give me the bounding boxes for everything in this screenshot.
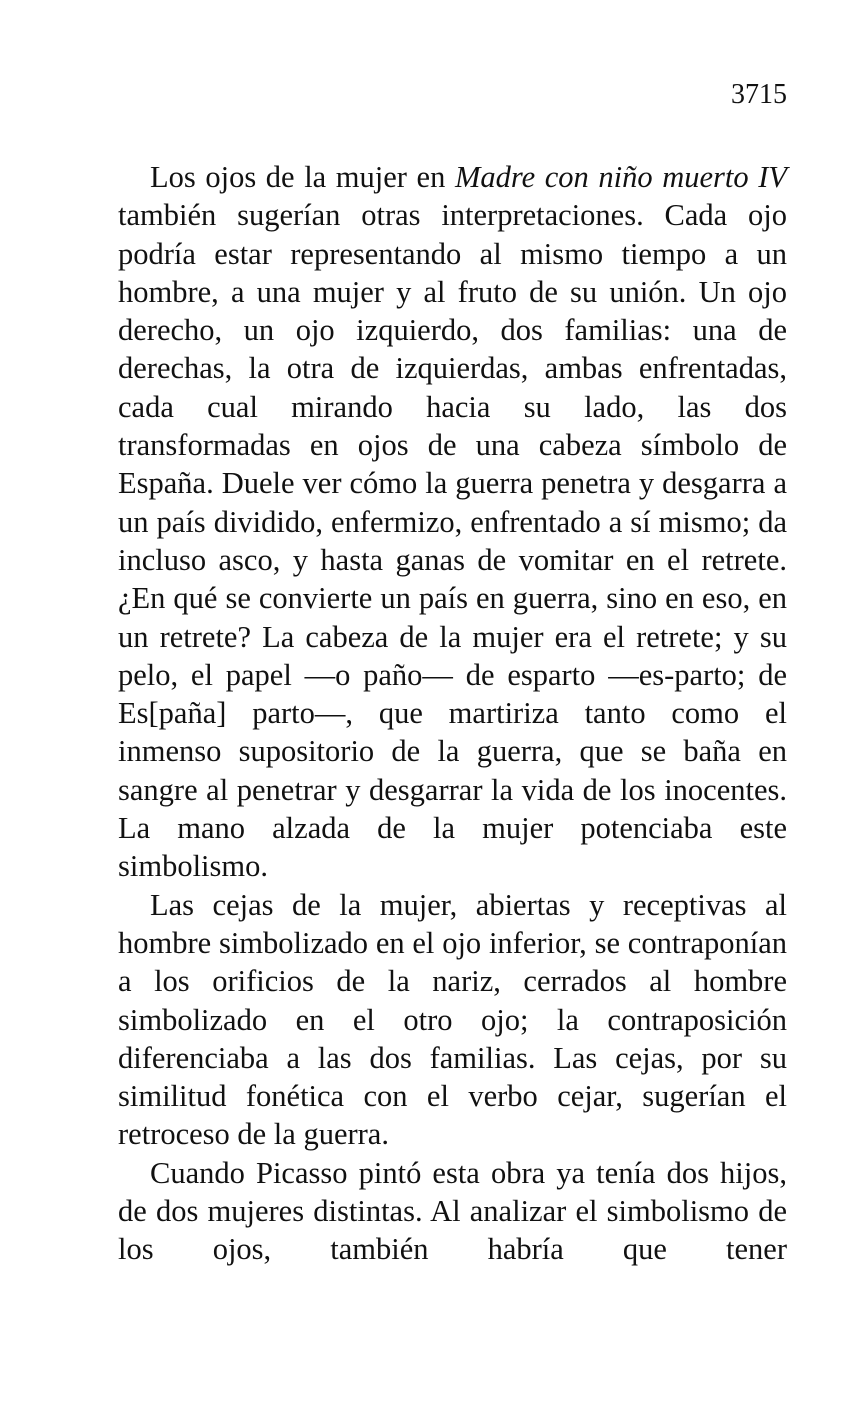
text-segment: también sugerían otras interpretaciones. Cada ojo podría estar representando al mismo tiempo a un hombre, a una mujer y al fruto de su unión. Un ojo derecho, un ojo izquierdo, dos familias: una de derechas, la otra de izquierdas, ambas enfrentadas, cada cual mirando hacia su lado, las dos transformadas en ojos de una cabeza símbolo de España. Duele ver cómo la guerra penetra y desgarra a un país dividido, enfermizo, enfrentado a sí mismo; da incluso asco, y hasta ganas de vomitar en el retrete. ¿En qué se convierte un país en guerra, sino en eso, en un retrete? La cabeza de la mujer era el retrete; y su pelo, el papel —o paño— de esparto —es-parto; de Es[paña] parto—, que martiriza tanto como el inmenso supositorio de la guerra, que se baña en sangre al penetrar y desgarrar la vida de los inocentes. La mano alzada de la mujer potenciaba este simbolismo. (118, 198, 787, 884)
text-segment: Los ojos de la mujer en (150, 160, 455, 194)
paragraph (118, 1154, 787, 1269)
text-segment: Las cejas de la mujer, abiertas y receptivas al hombre simbolizado en el ojo inferior, se contraponían a los orificios de la nariz, cerrados al hombre simbolizado en el otro ojo; la contraposición diferenciaba a las dos familias. Las cejas, por su similitud fonética con el verbo cejar, sugerían el retroceso de la guerra. (118, 887, 787, 1152)
body-text (118, 158, 787, 1269)
page-number: 3715 (731, 79, 787, 110)
artwork-title: Madre con niño muerto IV (454, 160, 788, 194)
paragraph (118, 886, 787, 1154)
paragraph (118, 158, 787, 886)
text-segment: Cuando Picasso pintó esta obra ya tenía dos hijos, de dos mujeres distintas. Al analizar el simbolismo de los ojos, también habría que tener (118, 1155, 787, 1267)
